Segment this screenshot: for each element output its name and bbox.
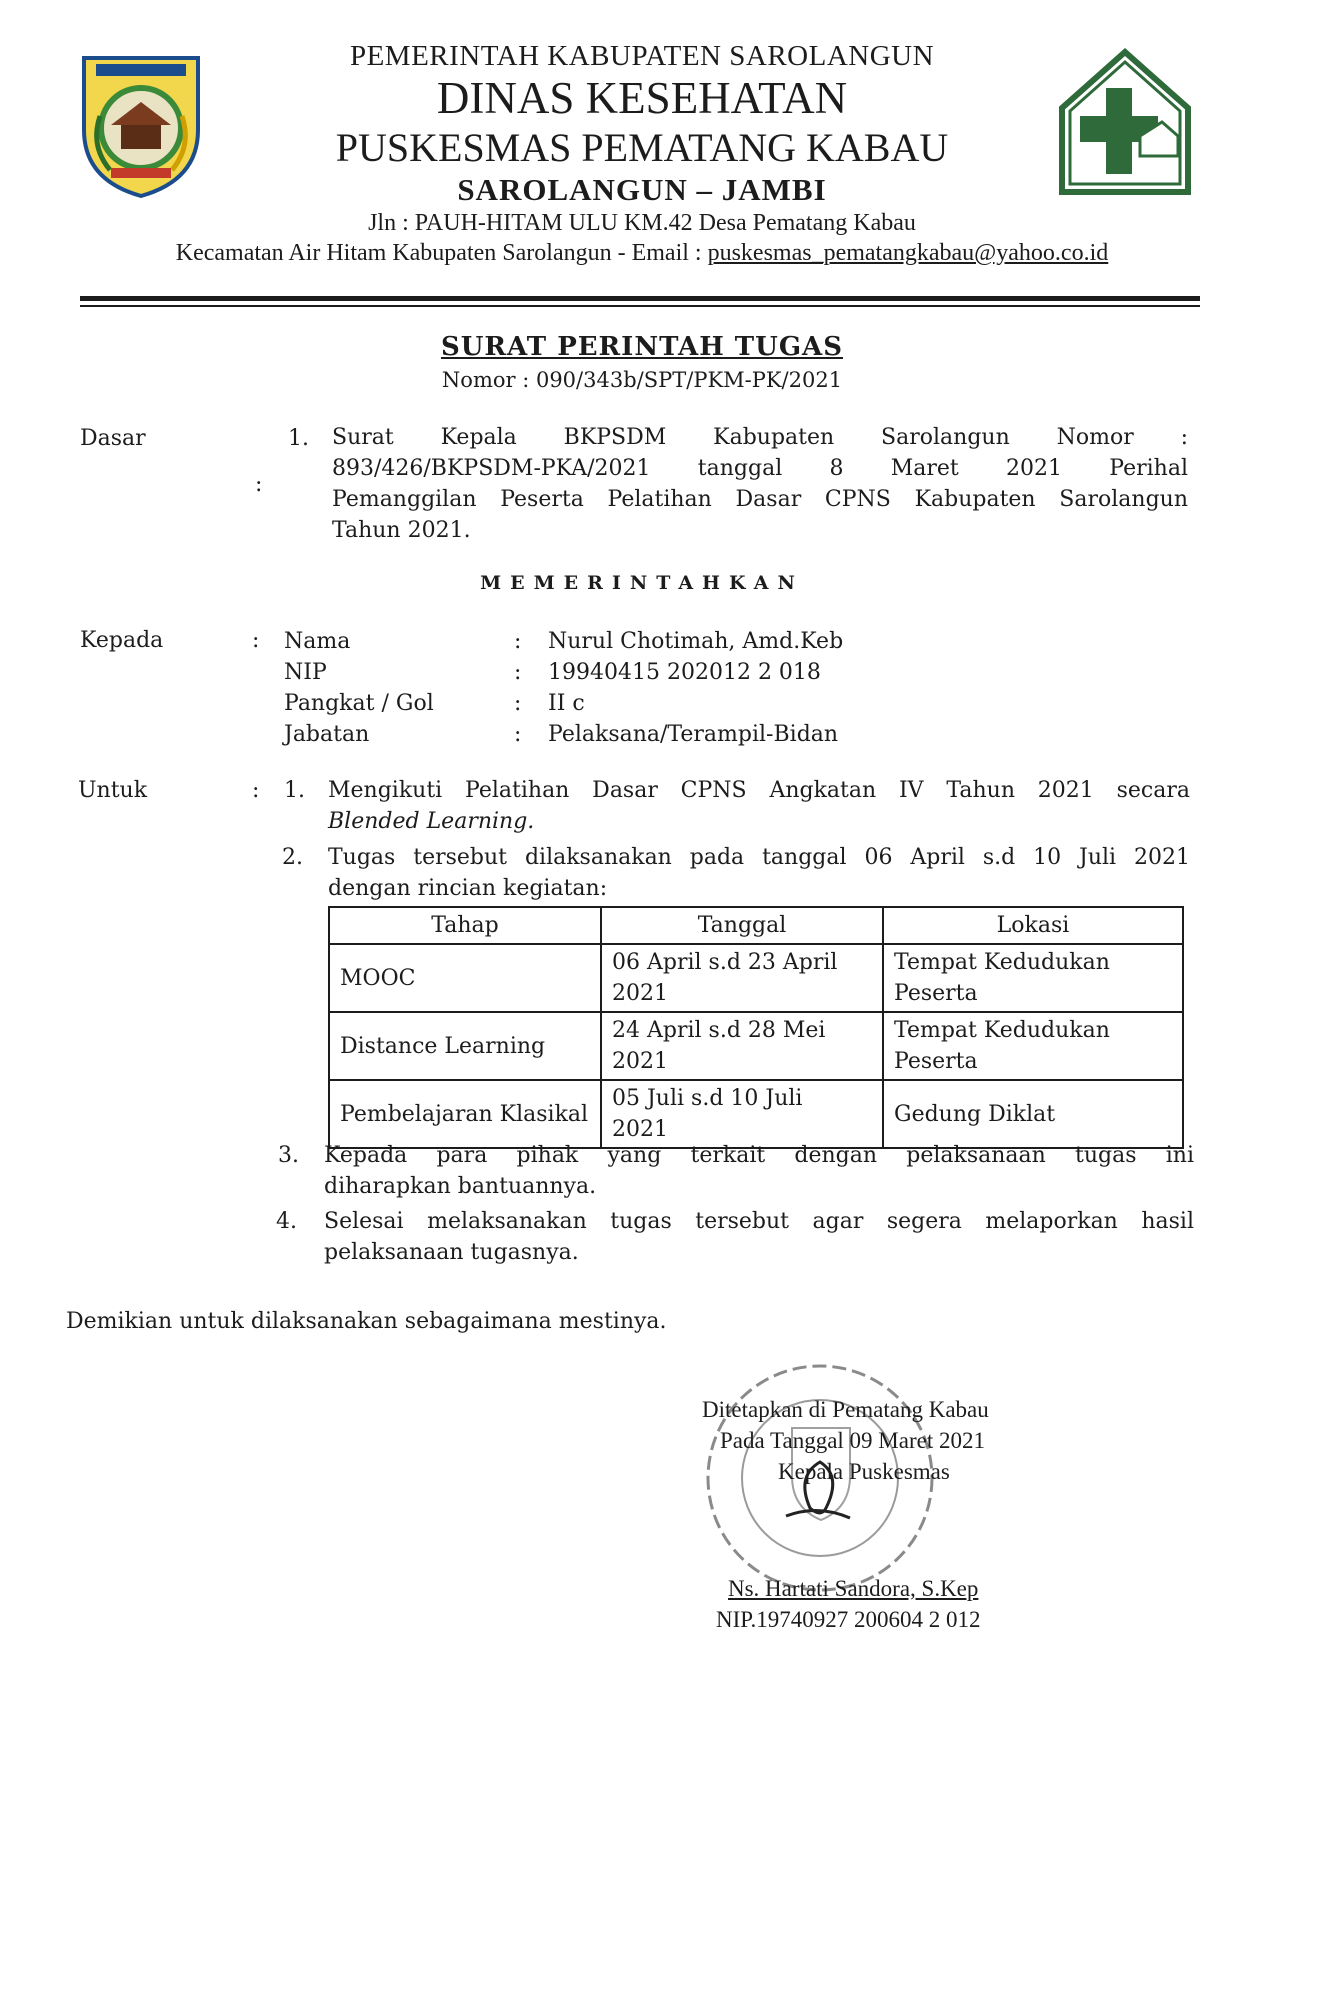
field-value-jabatan: Pelaksana/Terampil-Bidan	[548, 722, 839, 747]
command-heading: MEMERINTAHKAN	[480, 572, 804, 594]
kepada-label: Kepada	[80, 628, 164, 653]
table-row	[329, 1080, 1183, 1148]
field-sep: :	[514, 722, 522, 747]
kepada-keys	[284, 626, 434, 750]
signatory-nip: NIP.19740927 200604 2 012	[716, 1607, 981, 1632]
closing-text: Demikian untuk dilaksanakan sebagaimana mestinya.	[66, 1309, 667, 1334]
cell-tanggal-line: 06 April s.d 23 April	[612, 950, 838, 975]
field-key-pangkat: Pangkat / Gol	[284, 691, 434, 716]
untuk-item-line: Selesai melaksanakan tugas tersebut agar segera melaporkan hasil	[324, 1209, 1194, 1234]
untuk-item-1	[328, 775, 1190, 837]
dasar-label: Dasar	[80, 426, 146, 451]
cell-tanggal-line: 2021	[612, 981, 668, 1006]
cell-lokasi-line: Peserta	[894, 1049, 978, 1074]
untuk-item-line: Kepada para pihak yang terkait dengan pelaksanaan tugas ini	[324, 1143, 1194, 1168]
signature-date: Pada Tanggal 09 Maret 2021	[720, 1428, 985, 1453]
cell-tanggal-line: 2021	[612, 1049, 668, 1074]
untuk-item-line: Mengikuti Pelatihan Dasar CPNS Angkatan IV Tahun 2021 secara	[328, 778, 1190, 803]
document-number: Nomor : 090/343b/SPT/PKM-PK/2021	[441, 368, 843, 392]
table-row	[329, 944, 1183, 1012]
dasar-line: Tahun 2021.	[332, 518, 471, 543]
cell-lokasi-line: Tempat Kedudukan	[894, 950, 1110, 975]
field-value-nama: Nurul Chotimah, Amd.Keb	[548, 629, 844, 654]
email-link[interactable]: puskesmas_pematangkabau@yahoo.co.id	[707, 240, 1109, 266]
header-government: PEMERINTAH KABUPATEN SAROLANGUN	[349, 40, 935, 72]
untuk-item-4	[324, 1206, 1194, 1268]
field-sep: :	[514, 629, 522, 654]
dasar-number: 1.	[288, 426, 309, 451]
untuk-item-line: dengan rincian kegiatan:	[328, 876, 608, 901]
field-key-nip: NIP	[284, 660, 327, 685]
cell-tanggal	[601, 944, 883, 1012]
document-title: SURAT PERINTAH TUGAS	[440, 332, 843, 362]
dasar-colon: :	[255, 472, 263, 497]
cell-tanggal-line: 24 April s.d 28 Mei	[612, 1018, 826, 1043]
untuk-item-line: diharapkan bantuannya.	[324, 1174, 597, 1199]
table-row	[329, 1012, 1183, 1080]
untuk-item-line: Tugas tersebut dilaksanakan pada tanggal 06 April s.d 10 Juli 2021	[328, 845, 1190, 870]
untuk-colon: :	[252, 778, 260, 803]
untuk-number-2: 2.	[282, 845, 303, 870]
signature-position: Kepala Puskesmas	[778, 1459, 950, 1484]
table-header: Tahap	[329, 907, 601, 944]
cell-tanggal	[601, 1080, 883, 1148]
untuk-number-3: 3.	[278, 1143, 299, 1168]
kepada-separators	[514, 626, 521, 750]
header-rule-thin	[80, 305, 1200, 307]
untuk-item-line: pelaksanaan tugasnya.	[324, 1240, 579, 1265]
untuk-item-2	[328, 842, 1190, 904]
cell-lokasi-line: Tempat Kedudukan	[894, 1018, 1110, 1043]
dasar-line: 893/426/BKPSDM-PKA/2021 tanggal 8 Maret 2021 Perihal	[332, 456, 1188, 481]
table-header: Tanggal	[601, 907, 883, 944]
address-prefix: Kecamatan Air Hitam Kabupaten Sarolangun - Email :	[175, 240, 708, 266]
cell-lokasi	[883, 944, 1183, 1012]
dasar-line: Surat Kepala BKPSDM Kabupaten Sarolangun Nomor :	[332, 425, 1188, 450]
header-address: Jln : PAUH-HITAM ULU KM.42 Desa Pematang Kabau	[368, 210, 916, 236]
cell-tahap: Distance Learning	[329, 1012, 601, 1080]
field-key-nama: Nama	[284, 629, 351, 654]
field-value-nip: 19940415 202012 2 018	[548, 660, 821, 685]
kepada-values	[548, 626, 843, 750]
dasar-line: Pemanggilan Peserta Pelatihan Dasar CPNS Kabupaten Sarolangun	[332, 487, 1188, 512]
cell-tahap: Pembelajaran Klasikal	[329, 1080, 601, 1148]
untuk-number-1: 1.	[284, 778, 305, 803]
cell-tanggal-line: 05 Juli s.d 10 Juli	[612, 1086, 803, 1111]
header-region: SAROLANGUN – JAMBI	[457, 172, 827, 207]
cell-tahap: MOOC	[329, 944, 601, 1012]
schedule-table	[328, 906, 1184, 1149]
field-sep: :	[514, 660, 522, 685]
signatory-name: Ns. Hartati Sandora, S.Kep	[728, 1576, 979, 1601]
untuk-item-line: Blended Learning.	[328, 809, 535, 834]
cell-tanggal-line: 2021	[612, 1117, 668, 1142]
untuk-item-3	[324, 1140, 1194, 1202]
field-value-pangkat: II c	[548, 691, 585, 716]
table-header-row	[329, 907, 1183, 944]
table-header: Lokasi	[883, 907, 1183, 944]
header-address-email	[0, 240, 1284, 267]
field-sep: :	[514, 691, 522, 716]
cell-lokasi-line: Peserta	[894, 981, 978, 1006]
untuk-label: Untuk	[78, 778, 148, 803]
header-rule-thick	[80, 296, 1200, 301]
cell-lokasi: Gedung Diklat	[883, 1080, 1183, 1148]
kepada-colon: :	[252, 628, 260, 653]
signature-place: Ditetapkan di Pematang Kabau	[702, 1397, 989, 1422]
dasar-text	[332, 422, 1188, 546]
header-agency: DINAS KESEHATAN	[436, 73, 848, 123]
cell-lokasi	[883, 1012, 1183, 1080]
header-institution: PUSKESMAS PEMATANG KABAU	[335, 125, 949, 170]
cell-tanggal	[601, 1012, 883, 1080]
field-key-jabatan: Jabatan	[284, 722, 370, 747]
untuk-number-4: 4.	[276, 1209, 297, 1234]
